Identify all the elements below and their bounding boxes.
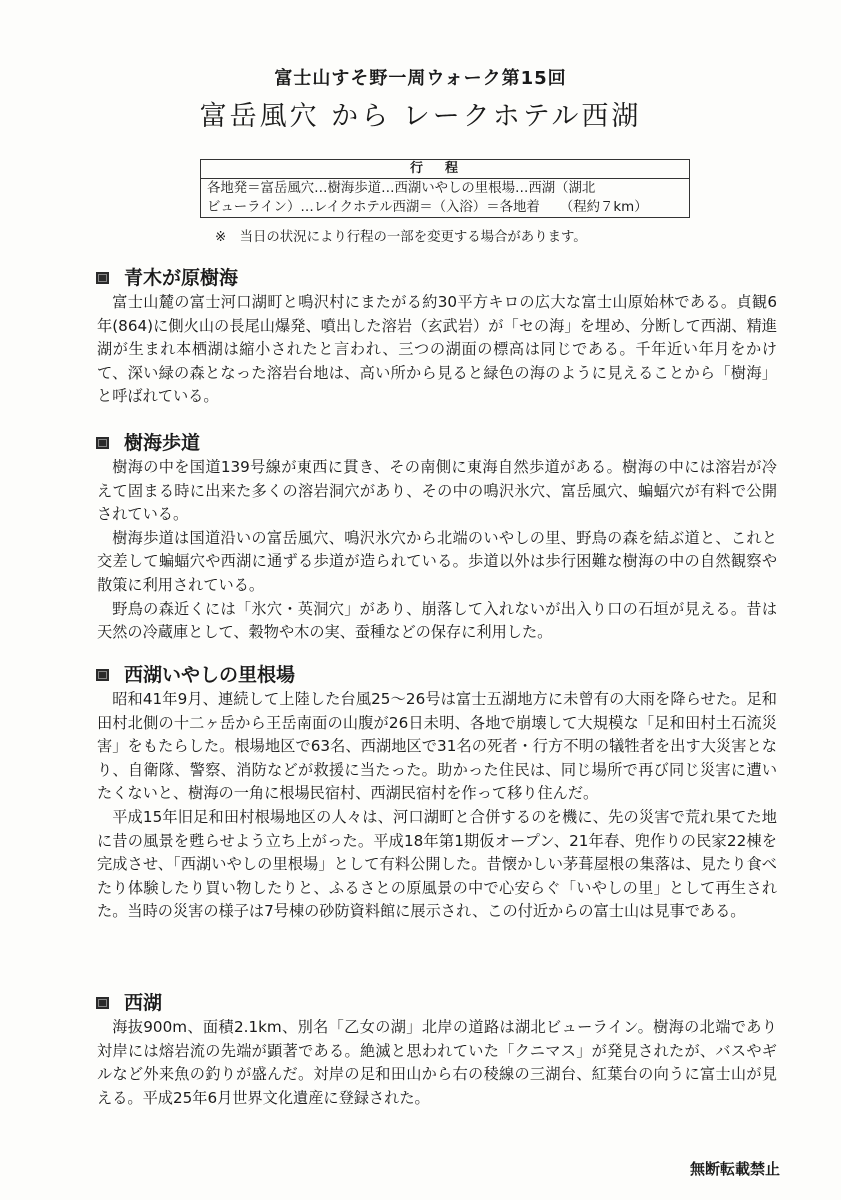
paragraph: 富士山麓の富士河口湖町と鳴沢村にまたがる約30平方キロの広大な富士山原始林である。貞観6年(864)に側火山の長尾山爆発、噴出した溶岩（玄武岩）が「セの海」を埋め、分断して西湖、精進湖が生まれ本栖湖は縮小されたと言われ、三つの湖面の標高は同じである。千年近い年月をかけて、深い緑の森となった溶岩台地は、高い所から見ると緑色の海のように見えることから「樹海」と呼ばれている。 (97, 293, 777, 406)
itinerary-route-line-2: ビューライン）…レイクホテル西湖＝（入浴）＝各地着 （程約７km） (207, 200, 648, 215)
square-bullet-icon (96, 669, 109, 681)
paragraph: 海抜900m、面積2.1km、別名「乙女の湖」北岸の道路は湖北ビューライン。樹海の北端であり対岸には熔岩流の先端が顕著である。絶滅と思われていた「クニマス」が発見されたが、バスやギルなど外来魚の釣りが盛んだ。対岸の足和田山から右の稜線の三湖台、紅葉台の向うに富士山が見える。平成25年6月世界文化遺産に登録された。 (97, 1018, 777, 1107)
itinerary-route-line-1: 各地発＝富岳風穴…樹海歩道…西湖いやしの里根場…西湖（湖北 (207, 181, 596, 196)
square-bullet-icon (96, 437, 109, 449)
itinerary-note: ※ 当日の状況により行程の一部を変更する場合があります。 (215, 230, 587, 245)
paragraph: 平成15年旧足和田村根場地区の人々は、河口湖町と合併するのを機に、先の災害で荒れ果てた地に昔の風景を甦らせよう立ち上がった。平成18年第1期仮オープン、21年春、兜作りの民家22棟を完成させ、「西湖いやしの里根場」として有料公開した。昔懐かしい茅葺屋根の集落は、見たり食べたり体験したり買い物したりと、ふるさとの原風景の中で心安らぐ「いやしの里」として再生された。当時の災害の様子は7号棟の砂防資料館に展示され、この付近からの富士山は見事である。 (97, 807, 777, 921)
page-title: 富岳風穴 から レークホテル西湖 (199, 101, 642, 132)
section-body (97, 1016, 777, 1110)
section-heading (0, 430, 841, 456)
square-bullet-icon (96, 272, 109, 284)
section-saiko (0, 990, 841, 1110)
itinerary-heading: 行程 (201, 160, 689, 179)
reproduction-notice: 無断転載禁止 (690, 1160, 781, 1178)
square-bullet-icon (96, 997, 109, 1009)
paragraph: 樹海の中を国道139号線が東西に貫き、その南側に東海自然歩道がある。樹海の中には溶岩が冷えて固まる時に出来た多くの溶岩洞穴があり、その中の鳴沢氷穴、富岳風穴、蝙蝠穴が有料で公開されている。 (97, 458, 777, 524)
section-heading-text: 青木が原樹海 (124, 267, 239, 289)
section-jukai-trail (0, 430, 841, 645)
section-aokigahara (0, 265, 841, 409)
section-heading-text: 西湖いやしの里根場 (124, 664, 296, 686)
section-heading (0, 662, 841, 688)
section-heading (0, 265, 841, 291)
section-heading-text: 西湖 (124, 992, 163, 1014)
section-iyashi-no-sato (0, 662, 841, 924)
section-heading (0, 990, 841, 1016)
section-body (97, 688, 777, 924)
event-series-heading: 富士山すそ野一周ウォーク第15回 (274, 68, 567, 89)
section-heading-text: 樹海歩道 (124, 432, 201, 454)
paragraph: 野鳥の森近くには「氷穴・英洞穴」があり、崩落して入れないが出入り口の石垣が見える。昔は天然の冷蔵庫として、穀物や木の実、蚕種などの保存に利用した。 (97, 599, 777, 642)
paragraph: 昭和41年9月、連続して上陸した台風25～26号は富士五湖地方に未曾有の大雨を降らせた。足和田村北側の十二ヶ岳から王岳南面の山腹が26日未明、各地で崩壊して大規模な「足和田村土石流災害」をもたらした。根場地区で63名、西湖地区で31名の死者・行方不明の犠牲者を出す大災害となり、自衛隊、警察、消防などが救援に当たった。助かった住民は、同じ場所で再び同じ災害に遭いたくないと、樹海の一角に根場民宿村、西湖民宿村を作って移り住んだ。 (97, 690, 777, 803)
section-body (97, 456, 777, 645)
paragraph: 樹海歩道は国道沿いの富岳風穴、鳴沢氷穴から北端のいやしの里、野鳥の森を結ぶ道と、これと交差して蝙蝠穴や西湖に通ずる歩道が造られている。歩道以外は歩行困難な樹海の中の自然観察や散策に利用されている。 (97, 528, 778, 594)
section-body (97, 291, 777, 409)
itinerary-box (200, 159, 690, 218)
